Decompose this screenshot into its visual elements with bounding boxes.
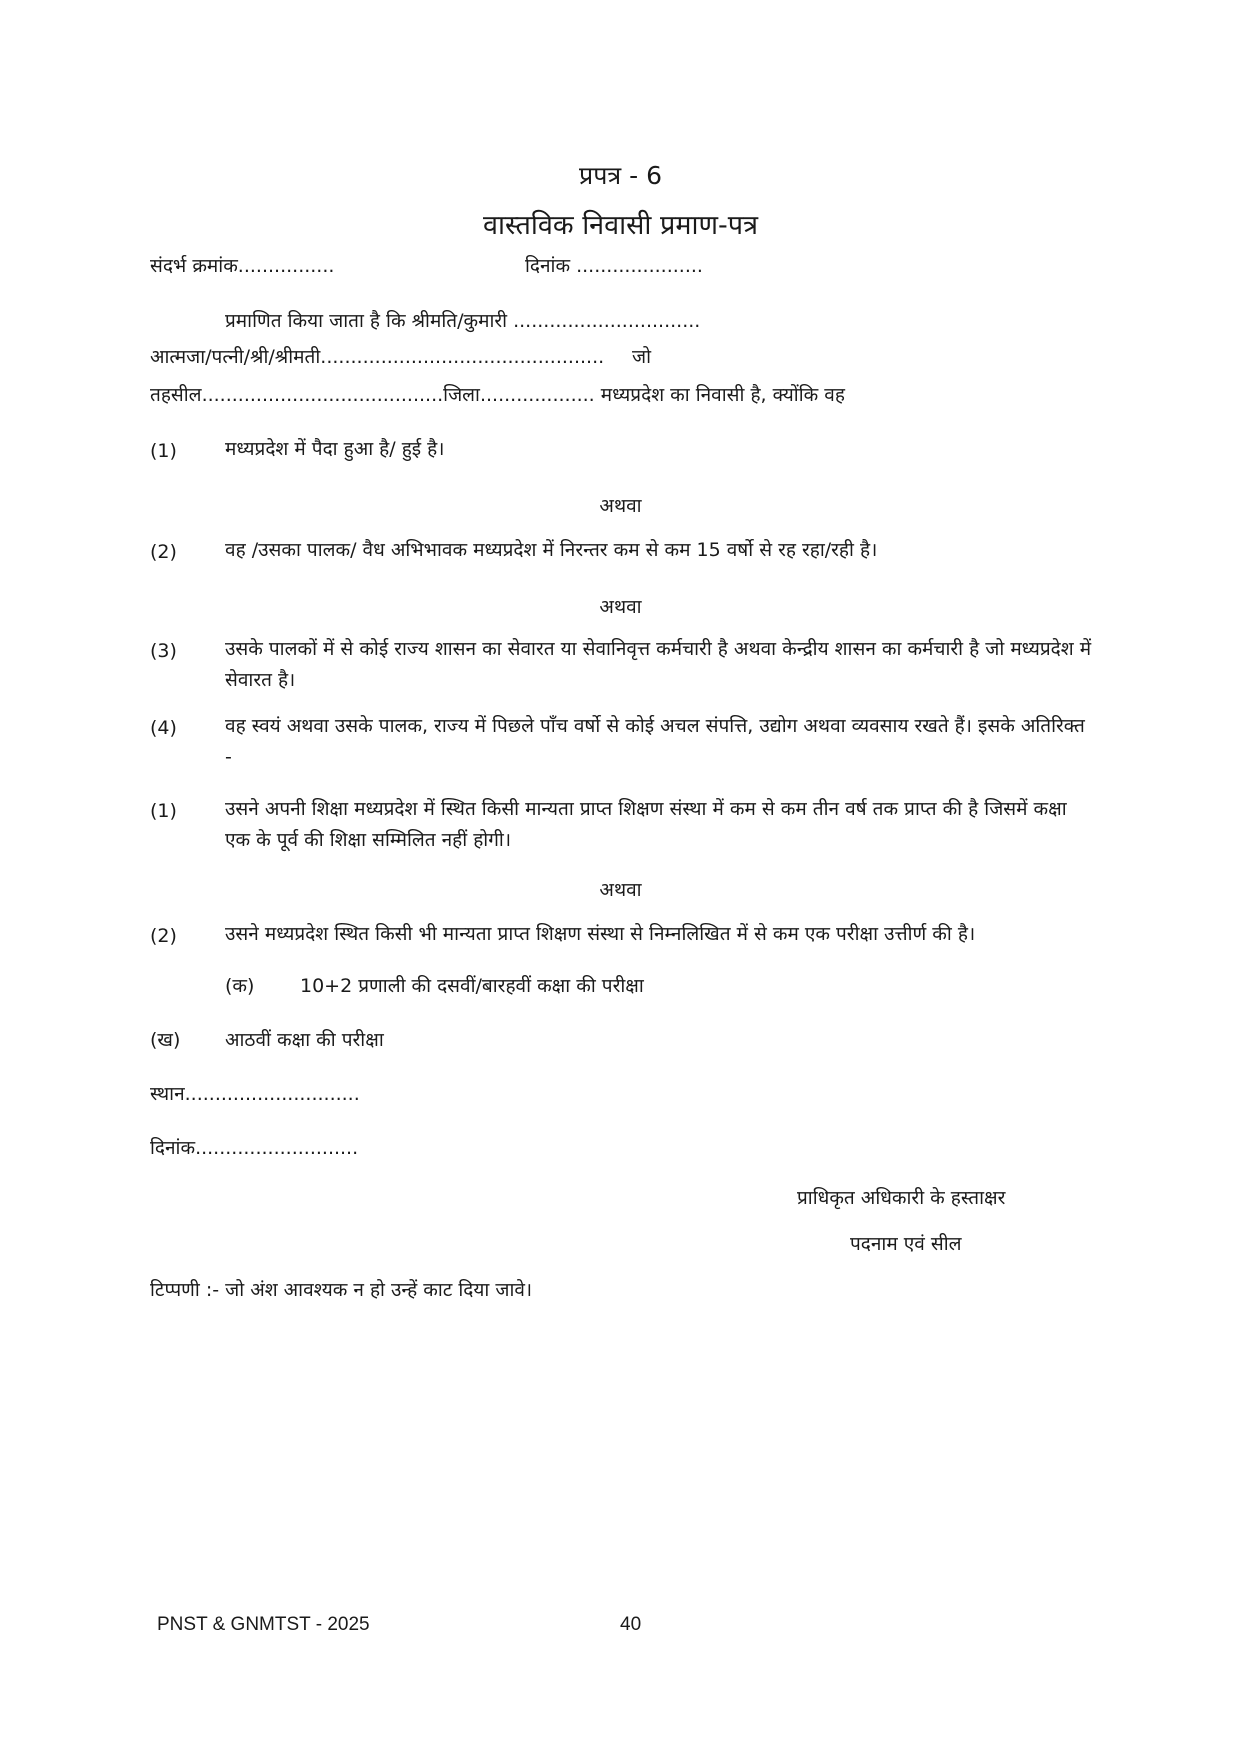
- condition-number: (4): [150, 717, 177, 739]
- exam-number: (क): [225, 975, 255, 997]
- certification-line-2: आत्मजा/पत्नी/श्री/श्रीमती...............................................: [150, 346, 605, 368]
- condition-number: (3): [150, 640, 177, 662]
- education-number: (2): [150, 925, 177, 947]
- footer-exam-name: PNST & GNMTST - 2025: [157, 1614, 370, 1635]
- certification-line-2-end: जो: [632, 346, 652, 368]
- education-text: उसने मध्यप्रदेश स्थित किसी भी मान्यता प्राप्त शिक्षण संस्था से निम्नलिखित में से कम एक परीक्षा उत्तीर्ण की है।: [225, 923, 976, 945]
- exam-text: आठवीं कक्षा की परीक्षा: [225, 1029, 384, 1051]
- page-title: वास्तविक निवासी प्रमाण-पत्र: [482, 210, 759, 241]
- condition-text: वह /उसका पालक/ वैध अभिभावक मध्यप्रदेश में निरन्तर कम से कम 15 वर्षो से रह रहा/रही है।: [225, 539, 878, 561]
- condition-number: (2): [150, 541, 177, 563]
- reference-number: संदर्भ क्रमांक................: [150, 255, 335, 277]
- or-separator: अथवा: [599, 879, 642, 901]
- education-number: (1): [150, 800, 177, 822]
- condition-number: (1): [150, 440, 177, 462]
- certification-line-1: प्रमाणित किया जाता है कि श्रीमति/कुमारी ...............................: [225, 310, 701, 332]
- condition-text: वह स्वयं अथवा उसके पालक, राज्य में पिछले पाँच वर्षो से कोई अचल संपत्ति, उद्योग अथवा व्यवसाय रखते हैं। इसके अतिरिक्त -: [225, 715, 1085, 768]
- page-number: 40: [620, 1614, 642, 1635]
- condition-text: उसके पालकों में से कोई राज्य शासन का सेवारत या सेवानिवृत्त कर्मचारी है अथवा केन्द्रीय शासन का कर्मचारी है जो मध्यप्रदेश में सेवारत है।: [225, 638, 1092, 691]
- or-separator: अथवा: [599, 596, 642, 618]
- designation-seal-label: पदनाम एवं सील: [850, 1233, 962, 1255]
- note-text: टिप्पणी :- जो अंश आवश्यक न हो उन्हें काट दिया जावे।: [150, 1279, 533, 1301]
- signature-label: प्राधिकृत अधिकारी के हस्ताक्षर: [797, 1187, 1006, 1209]
- education-text: उसने अपनी शिक्षा मध्यप्रदेश में स्थित किसी मान्यता प्राप्त शिक्षण संस्था में कम से कम तीन वर्ष तक प्राप्त की है जिसमें कक्षा एक के पूर्व की शिक्षा सम्मिलित नहीं होगी।: [225, 798, 1067, 851]
- certification-line-3: तहसील........................................जिला................... मध्यप्रदेश का निवासी है, क्योंकि वह: [150, 384, 845, 406]
- form-number: प्रपत्र - 6: [578, 161, 663, 190]
- place-field: स्थान.............................: [150, 1083, 360, 1105]
- exam-text: 10+2 प्रणाली की दसवीं/बारहवीं कक्षा की परीक्षा: [300, 975, 644, 997]
- condition-text: मध्यप्रदेश में पैदा हुआ है/ हुई है।: [225, 438, 445, 460]
- exam-number: (ख): [150, 1029, 181, 1051]
- date-field: दिनांक...........................: [150, 1137, 359, 1159]
- or-separator: अथवा: [599, 495, 642, 517]
- reference-date: दिनांक .....................: [525, 255, 703, 277]
